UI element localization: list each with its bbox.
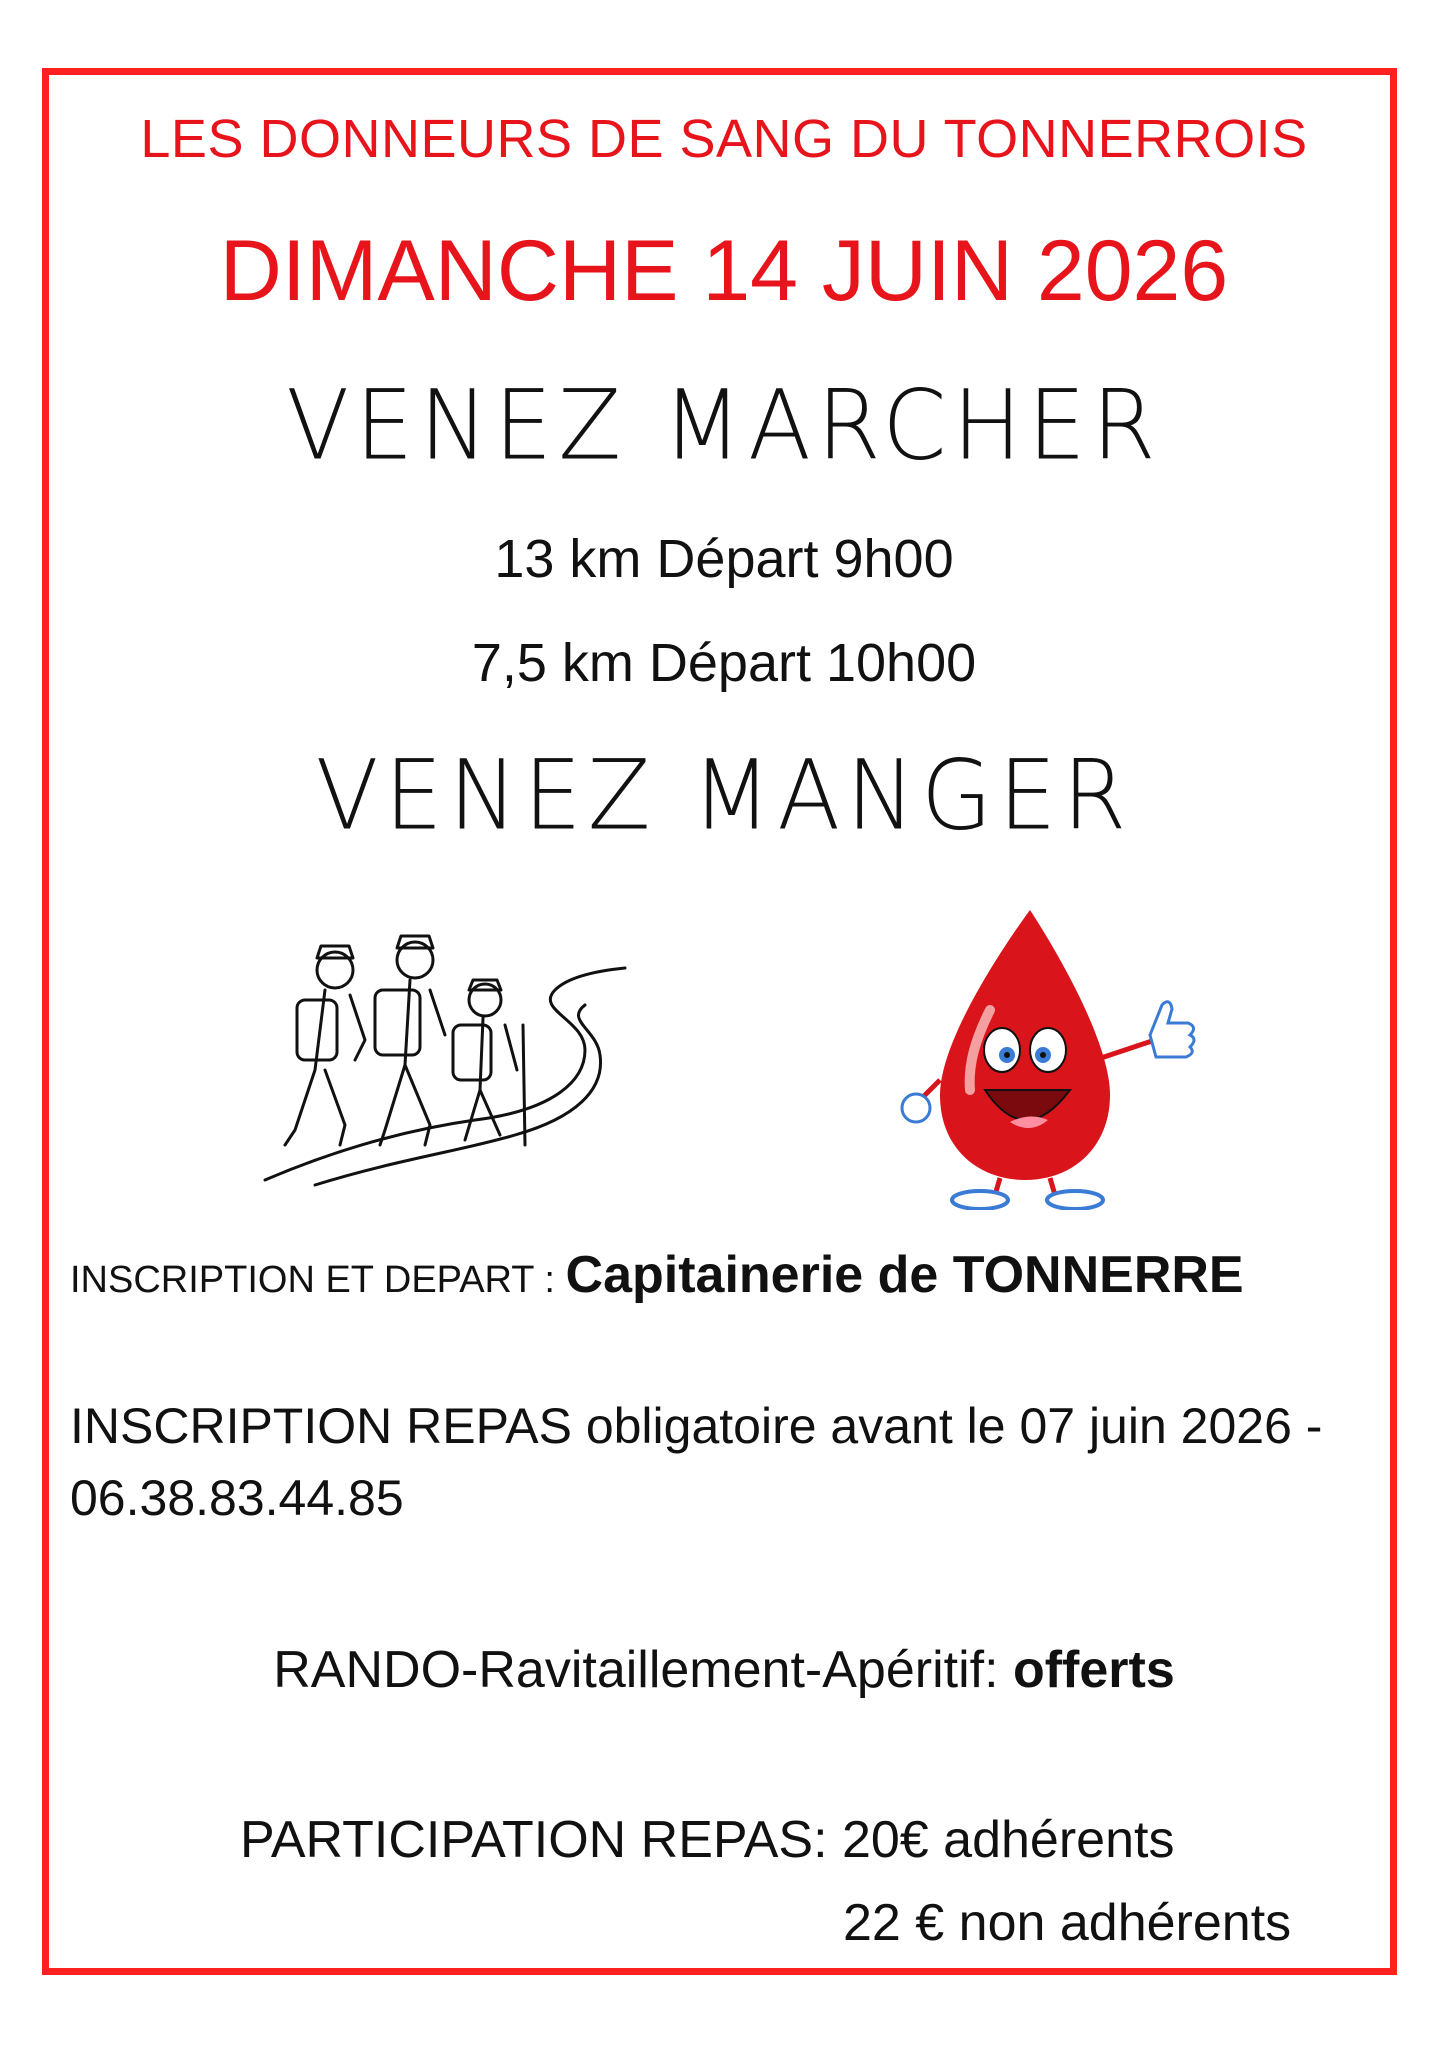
headline-walk: VENEZ MARCHER (286, 369, 1162, 482)
walk-option-13km: 13 km Départ 9h00 (494, 529, 954, 589)
blood-drop-mascot-icon (880, 890, 1200, 1210)
offer-label: RANDO-Ravitaillement-Apéritif: (273, 1641, 1013, 1699)
offer-value: offerts (1012, 1641, 1175, 1699)
headline-eat: VENEZ MANGER (315, 739, 1133, 852)
inscription-place: Capitainerie de TONNERRE (565, 1246, 1244, 1304)
participation-non-members: 22 € non adhérents (843, 1894, 1292, 1952)
organizer-title: LES DONNEURS DE SANG DU TONNERROIS (140, 109, 1308, 169)
event-date: DIMANCHE 14 JUIN 2026 (219, 223, 1229, 319)
meal-registration: INSCRIPTION REPAS obligatoire avant le 07 juin 2026 - 06.38.83.44.85 (70, 1398, 1323, 1526)
walk-option-7km: 7,5 km Départ 10h00 (471, 633, 977, 693)
inscription-label: INSCRIPTION ET DEPART (70, 1259, 534, 1301)
inscription-separator: : (533, 1259, 566, 1301)
participation-members: PARTICIPATION REPAS: 20€ adhérents (240, 1811, 1175, 1869)
inscription-depart (70, 1245, 1244, 1305)
hikers-illustration-icon (255, 930, 635, 1190)
offer-line (0, 1640, 1448, 1700)
